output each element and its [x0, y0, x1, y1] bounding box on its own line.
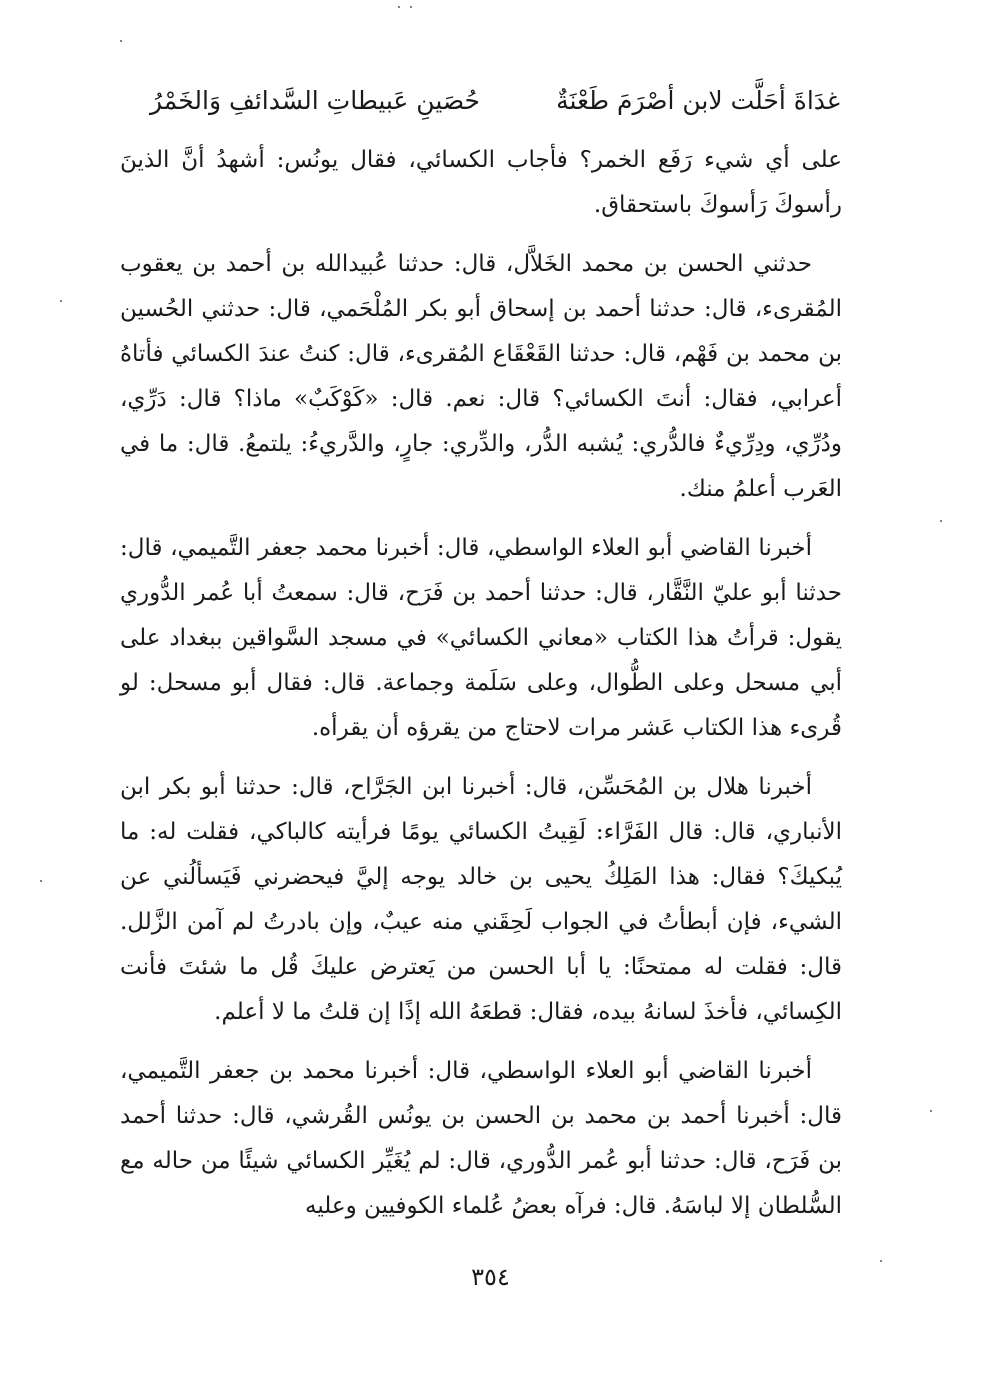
paragraph-4: أخبرنا هلال بن المُحَسِّن، قال: أخبرنا ابن الجَرَّاح، قال: حدثنا أبو بكر ابن الأنباري، قال: قال الفَرَّاء: لَقِيتُ الكسائي يومًا فرأيته كالباكي، فقلت له: ما يُبكيكَ؟ فقال: هذا المَلِكُ يحيى بن خالد يوجه إليَّ فيحضرني فَيَسألُني عن الشيء، فإن أبطأتُ في الجواب لَحِقَني منه عيبٌ، وإن بادرتُ لم آمن الزَّلل. قال: فقلت له ممتحنًا: يا أبا الحسن من يَعترض عليكَ قُل ما شئتَ فأنت الكِسائي، فأخذَ لسانهُ بيده، فقال: قطعَهُ الله إذًا إن قلتُ ما لا أعلم.	[120, 774, 842, 1025]
scan-speck	[930, 1110, 932, 1112]
verse-second-hemistich: حُصَينِ عَبيطاتِ السَّدائفِ وَالخَمْرُ	[150, 86, 481, 115]
body-text	[120, 138, 842, 1243]
scan-speck	[120, 40, 122, 42]
scan-speck	[940, 520, 942, 522]
verse-first-hemistich: غدَاةَ أحَلَّت لابن أصْرَمَ طَعْنَةٌ	[556, 86, 840, 115]
paragraph-5: أخبرنا القاضي أبو العلاء الواسطي، قال: أخبرنا محمد بن جعفر التَّميمي، قال: أخبرنا أحمد بن محمد بن الحسن بن يونُس القُرشي، قال: حدثنا أحمد بن فَرَح، قال: حدثنا أبو عُمر الدُّوري، قال: لم يُغَيِّر الكسائي شيئًا من حاله مع السُّلطان إلا لباسَهُ. قال: فرآه بعضُ عُلماء الكوفيين وعليه	[120, 1058, 842, 1219]
scan-speck	[880, 1260, 882, 1262]
paragraph-2: حدثني الحسن بن محمد الخَلاَّل، قال: حدثنا عُبيدالله بن أحمد بن يعقوب المُقرىء، قال: حدثنا أحمد بن إسحاق أبو بكر المُلْحَمي، قال: حدثني الحُسين بن محمد بن فَهْم، قال: حدثنا القَعْقَاع المُقرىء، قال: كنتُ عندَ الكسائي فأتاهُ أعرابي، فقال: أنتَ الكسائي؟ قال: نعم. قال: «كَوْكَبٌ» ماذا؟ قال: دَرِّي، ودُرِّي، ودِرِّيءٌ فالدُّري: يُشبه الدُّر، والدِّري: جارٍ، والدَّريءُ: يلتمعُ. قال: ما في العَرب أعلمُ منك.	[120, 251, 842, 502]
scan-speck	[40, 880, 42, 882]
paragraph-1: على أي شيء رَفَع الخمر؟ فأجاب الكسائي، فقال يونُس: أشهدُ أنَّ الذينَ رأسوكَ رَأسوكَ باستحقاق.	[120, 147, 842, 218]
page-number: ٣٥٤	[471, 1263, 510, 1291]
scan-speck	[410, 6, 412, 8]
paragraph-3: أخبرنا القاضي أبو العلاء الواسطي، قال: أخبرنا محمد جعفر التَّميمي، قال: حدثنا أبو عليّ النَّقَّار، قال: حدثنا أحمد بن فَرَح، قال: سمعتُ أبا عُمر الدُّوري يقول: قرأتُ هذا الكتاب «معاني الكسائي» في مسجد السَّواقين ببغداد على أبي مسحل وعلى الطُّوال، وعلى سَلَمة وجماعة. قال: فقال أبو مسحل: لو قُرىء هذا الكتاب عَشر مرات لاحتاج من يقرؤه أن يقرأه.	[120, 535, 842, 741]
scan-speck	[60, 300, 62, 302]
scan-speck	[398, 6, 400, 8]
poetry-verse	[150, 78, 840, 124]
